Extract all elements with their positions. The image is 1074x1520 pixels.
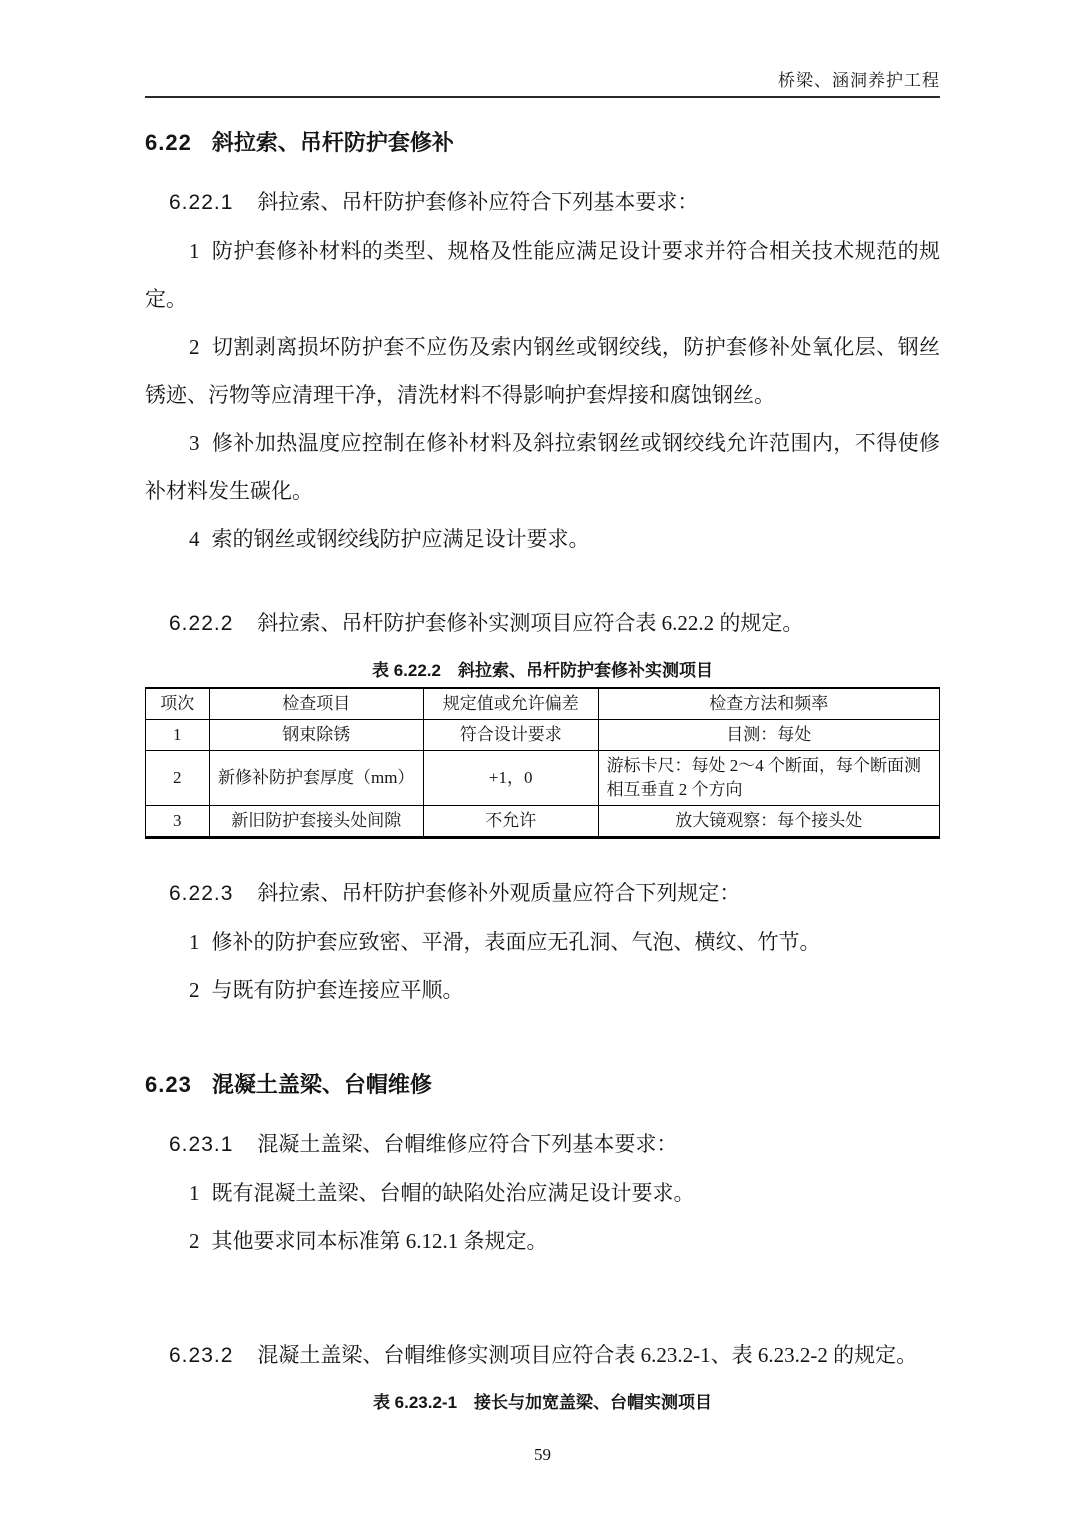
item-number: 3 [189,431,200,455]
table-6-22-2-title: 表 6.22.2 斜拉索、吊杆防护套修补实测项目 [372,661,713,680]
list-item-2 [145,1217,940,1265]
item-number: 1 [189,239,200,263]
cell-value: +1，0 [423,751,598,806]
item-number: 4 [189,527,200,551]
cell-method: 游标卡尺：每处 2～4 个断面，每个断面测相互垂直 2 个方向 [598,751,939,806]
list-item-2 [145,323,940,419]
page-number: 59 [534,1445,551,1464]
section-6-22-heading [145,128,940,158]
item-text: 索的钢丝或钢绞线防护应满足设计要求。 [211,527,590,551]
table-row [146,751,940,806]
item-number: 1 [189,930,200,954]
clause-number: 6.22.1 [169,191,234,214]
item-number: 2 [189,1229,200,1253]
clause-6-23-1 [145,1120,940,1169]
section-number: 6.23 [145,1072,192,1097]
clause-text: 斜拉索、吊杆防护套修补外观质量应符合下列规定： [257,881,741,905]
column-header-item: 检查项目 [209,688,423,720]
section-title: 混凝土盖梁、台帽维修 [211,1072,432,1097]
list-item-1 [145,227,940,323]
column-header-no: 项次 [146,688,210,720]
item-text: 既有混凝土盖梁、台帽的缺陷处治应满足设计要求。 [211,1181,695,1205]
cell-no: 2 [146,751,210,806]
table-row [146,720,940,751]
clause-number: 6.23.1 [169,1133,234,1156]
section-title: 斜拉索、吊杆防护套修补 [211,130,454,155]
item-number: 1 [189,1181,200,1205]
clause-6-22-3 [145,869,940,918]
table-6-22-2 [145,687,940,839]
clause-text: 混凝土盖梁、台帽维修应符合下列基本要求： [257,1132,678,1156]
item-text: 防护套修补材料的类型、规格及性能应满足设计要求并符合相关技术规范的规定。 [145,239,940,311]
clause-number: 6.22.3 [169,882,234,905]
clause-6-22-2 [145,599,940,648]
header-title: 桥梁、涵洞养护工程 [778,71,940,90]
cell-method: 目测：每处 [598,720,939,751]
clause-6-23-2 [145,1331,940,1380]
item-text: 切割剥离损坏防护套不应伤及索内钢丝或钢绞线，防护套修补处氧化层、钢丝锈迹、污物等应清理干净，清洗材料不得影响护套焊接和腐蚀钢丝。 [145,335,940,407]
table-row [146,806,940,838]
table-6-23-2-1-title: 表 6.23.2-1 接长与加宽盖梁、台帽实测项目 [372,1393,713,1412]
page-header [145,0,940,98]
item-text: 其他要求同本标准第 6.12.1 条规定。 [211,1229,548,1253]
section-6-23-heading [145,1070,940,1100]
cell-no: 1 [146,720,210,751]
clause-number: 6.22.2 [169,612,234,635]
section-number: 6.22 [145,130,192,155]
cell-value: 不允许 [423,806,598,838]
cell-method: 放大镜观察：每个接头处 [598,806,939,838]
clause-6-22-1 [145,178,940,227]
item-text: 修补的防护套应致密、平滑，表面应无孔洞、气泡、横纹、竹节。 [211,930,821,954]
column-header-method: 检查方法和频率 [598,688,939,720]
list-item-4 [145,515,940,563]
cell-item: 新旧防护套接头处间隙 [209,806,423,838]
clause-text: 斜拉索、吊杆防护套修补实测项目应符合表 6.22.2 的规定。 [257,611,804,635]
item-text: 与既有防护套连接应平顺。 [211,978,464,1002]
clause-text: 混凝土盖梁、台帽维修实测项目应符合表 6.23.2-1、表 6.23.2-2 的规定。 [257,1343,918,1367]
list-item-2 [145,966,940,1014]
item-number: 2 [189,978,200,1002]
cell-value: 符合设计要求 [423,720,598,751]
item-text: 修补加热温度应控制在修补材料及斜拉索钢丝或钢绞线允许范围内，不得使修补材料发生碳化。 [145,431,940,503]
cell-item: 钢束除锈 [209,720,423,751]
clause-text: 斜拉索、吊杆防护套修补应符合下列基本要求： [257,190,699,214]
cell-no: 3 [146,806,210,838]
item-number: 2 [189,335,200,359]
clause-number: 6.23.2 [169,1344,234,1367]
column-header-value: 规定值或允许偏差 [423,688,598,720]
list-item-1 [145,1169,940,1217]
list-item-3 [145,419,940,515]
table-header-row [146,688,940,720]
cell-item: 新修补防护套厚度（mm） [209,751,423,806]
list-item-1 [145,918,940,966]
